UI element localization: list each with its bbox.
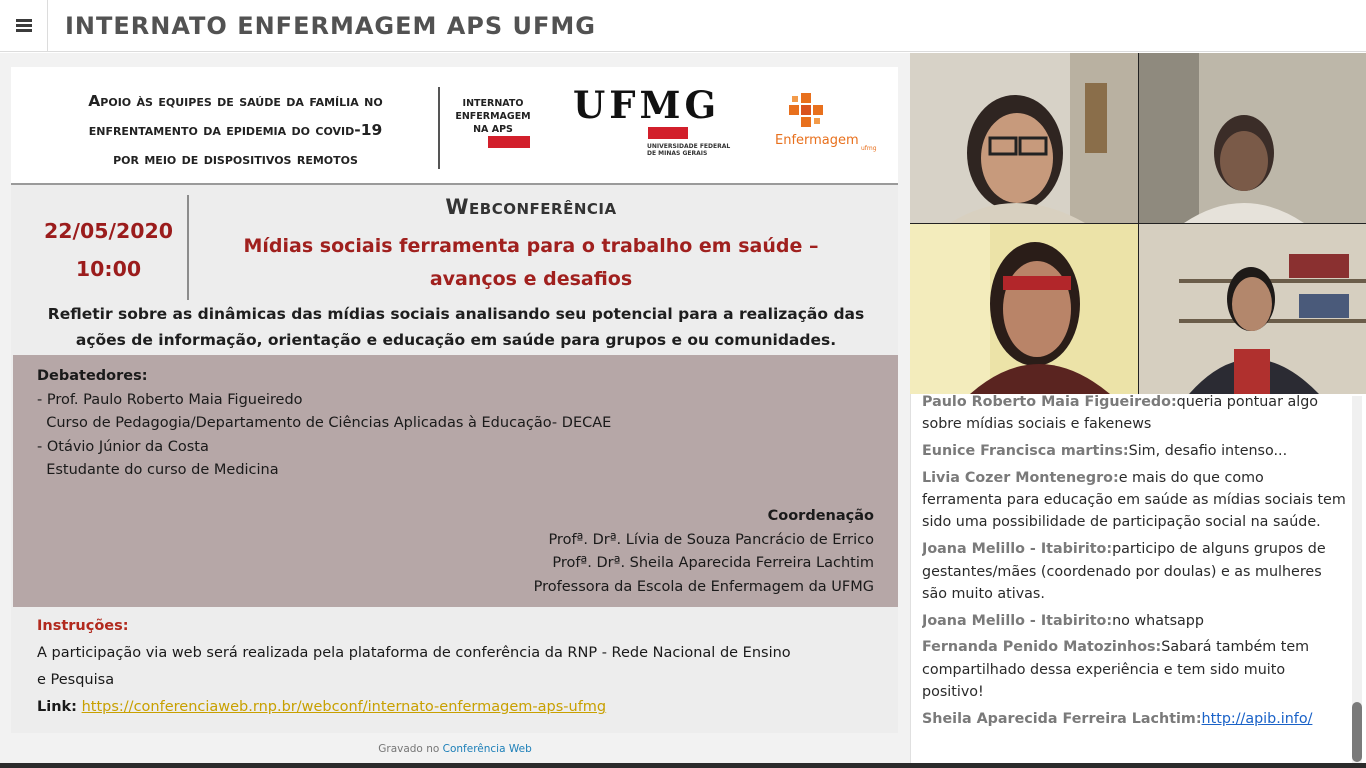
coordenacao-block <box>314 505 874 599</box>
chat-text: queria pontuar algo sobre mídias sociais e fakenews <box>922 394 1319 433</box>
top-bar <box>0 0 1366 52</box>
participant-video-icon <box>1139 224 1366 394</box>
webconf-title: Webconferência <box>445 195 617 219</box>
webconf-subtitle-line: Mídias sociais ferramenta para o trabalho em saúde – <box>243 235 819 257</box>
chat-text: no whatsapp <box>1112 612 1204 629</box>
apoio-line: enfrentamento da epidemia do covid-19 <box>88 121 383 139</box>
chat-scrollbar-thumb[interactable] <box>1352 702 1362 762</box>
chat-text: Sabará também tem compartilhado dessa experiência e tem sido muito positivo! <box>922 639 1310 701</box>
chat-message <box>922 610 1347 632</box>
ufmg-sub-line: UNIVERSIDADE FEDERAL <box>647 143 731 150</box>
chat-messages <box>922 394 1347 768</box>
debatedor-line: - Otávio Júnior da Costa <box>37 438 209 455</box>
chat-author: Paulo Roberto Maia Figueiredo: <box>922 394 1177 410</box>
internato-logo-bar <box>488 136 530 148</box>
apoio-heading <box>33 87 438 174</box>
ufmg-sub-line: DE MINAS GERAIS <box>647 150 708 157</box>
ufmg-logo-subtitle <box>647 143 737 157</box>
chat-text: participo de alguns grupos de gestantes/mães (coordenado por doulas) e as mulheres são muito ativas. <box>922 541 1326 602</box>
video-tile-participant-4[interactable] <box>1139 224 1366 394</box>
ufmg-logo-bar <box>648 127 688 139</box>
video-tile-participant-3[interactable] <box>910 224 1138 394</box>
conference-link[interactable]: https://conferenciaweb.rnp.br/webconf/internato-enfermagem-aps-ufmg <box>81 699 607 715</box>
debatedores-title: Debatedores: <box>37 368 148 384</box>
chat-author: Sheila Aparecida Ferreira Lachtim: <box>922 710 1202 727</box>
instructions-block <box>37 613 887 721</box>
recorded-footer <box>0 743 910 755</box>
chat-author: Joana Melillo - Itabirito: <box>922 612 1113 629</box>
chat-panel <box>910 394 1366 768</box>
description-line: ações de informação, orientação e educação em saúde para grupos e ou comunidades. <box>75 331 837 349</box>
coordenacao-line: Profª. Drª. Sheila Aparecida Ferreira Lachtim <box>552 555 874 571</box>
chat-message <box>922 467 1347 534</box>
slide-header <box>11 67 898 185</box>
instructions-link-row <box>37 694 887 721</box>
video-grid <box>910 53 1366 394</box>
chat-author: Eunice Francisca martins: <box>922 443 1129 460</box>
link-label: Link: <box>37 699 77 715</box>
presentation-slide <box>11 67 898 733</box>
instructions-line: e Pesquisa <box>37 672 115 688</box>
chat-message <box>922 708 1347 730</box>
internato-logo-line: INTERNATO <box>462 98 524 109</box>
participant-video-icon <box>1139 53 1366 223</box>
bottom-strip <box>0 763 1366 768</box>
description-line: Refletir sobre as dinâmicas das mídias sociais analisando seu potencial para a realização das <box>47 305 865 323</box>
menu-button[interactable] <box>0 0 48 52</box>
page-title: INTERNATO ENFERMAGEM APS UFMG <box>65 11 596 40</box>
hamburger-icon <box>16 19 32 32</box>
chat-message <box>922 440 1347 462</box>
chat-text: Sim, desafio intenso... <box>1128 443 1288 460</box>
video-tile-participant-2[interactable] <box>1139 53 1366 223</box>
chat-message <box>922 394 1347 436</box>
slide-description <box>31 301 881 353</box>
enfermagem-cross-icon <box>789 93 823 127</box>
internato-logo-line: NA APS <box>473 124 513 135</box>
participant-video-icon <box>910 224 1138 394</box>
header-divider <box>438 87 440 169</box>
event-date-time <box>31 212 186 288</box>
instructions-line: A participação via web será realizada pela plataforma de conferência da RNP - Rede Nacional de Ensino <box>37 645 791 661</box>
date-divider <box>187 195 189 300</box>
presentation-area <box>0 53 910 768</box>
webconf-subtitle-line: avanços e desafios <box>429 268 633 290</box>
internato-logo <box>453 97 533 136</box>
chat-text: e mais do que como ferramenta para educação em saúde as mídias sociais tem sido uma possibilidade de participação social na saúde. <box>922 469 1346 531</box>
event-date: 22/05/2020 <box>43 219 174 243</box>
event-time: 10:00 <box>75 257 142 281</box>
ufmg-logo-text: UFMG <box>573 83 721 127</box>
video-tile-participant-1[interactable] <box>910 53 1138 223</box>
chat-author: Fernanda Penido Matozinhos: <box>922 639 1162 656</box>
internato-logo-line: ENFERMAGEM <box>455 111 531 122</box>
recorded-prefix: Gravado no <box>378 743 440 755</box>
chat-link[interactable]: http://apib.info/ <box>1201 710 1313 727</box>
coordenacao-line: Professora da Escola de Enfermagem da UFMG <box>533 578 874 595</box>
enfermagem-logo-sub: ufmg <box>861 145 877 152</box>
debatedores-list <box>37 365 877 483</box>
chat-author: Joana Melillo - Itabirito: <box>922 541 1113 558</box>
webconf-subtitle <box>201 230 861 296</box>
ufmg-logo <box>573 83 733 163</box>
instructions-title: Instruções: <box>37 618 129 634</box>
debatedor-line: Curso de Pedagogia/Departamento de Ciências Aplicadas à Educação- DECAE <box>37 415 612 431</box>
coordenacao-title: Coordenação <box>767 508 874 524</box>
participant-video-icon <box>910 53 1138 223</box>
conferencia-web-link[interactable]: Conferência Web <box>442 743 532 755</box>
apoio-line: Apoio às equipes de saúde da família no <box>88 92 383 110</box>
coordenacao-line: Profª. Drª. Lívia de Souza Pancrácio de Errico <box>548 531 874 548</box>
enfermagem-logo-text: Enfermagem <box>775 133 859 148</box>
enfermagem-logo <box>771 93 877 163</box>
debatedor-line: Estudante do curso de Medicina <box>37 462 279 478</box>
chat-message <box>922 636 1347 703</box>
apoio-line: por meio de dispositivos remotos <box>113 150 358 168</box>
debatedores-box <box>13 355 898 607</box>
debatedor-line: - Prof. Paulo Roberto Maia Figueiredo <box>37 391 303 408</box>
chat-author: Livia Cozer Montenegro: <box>922 469 1119 486</box>
chat-message <box>922 538 1347 605</box>
